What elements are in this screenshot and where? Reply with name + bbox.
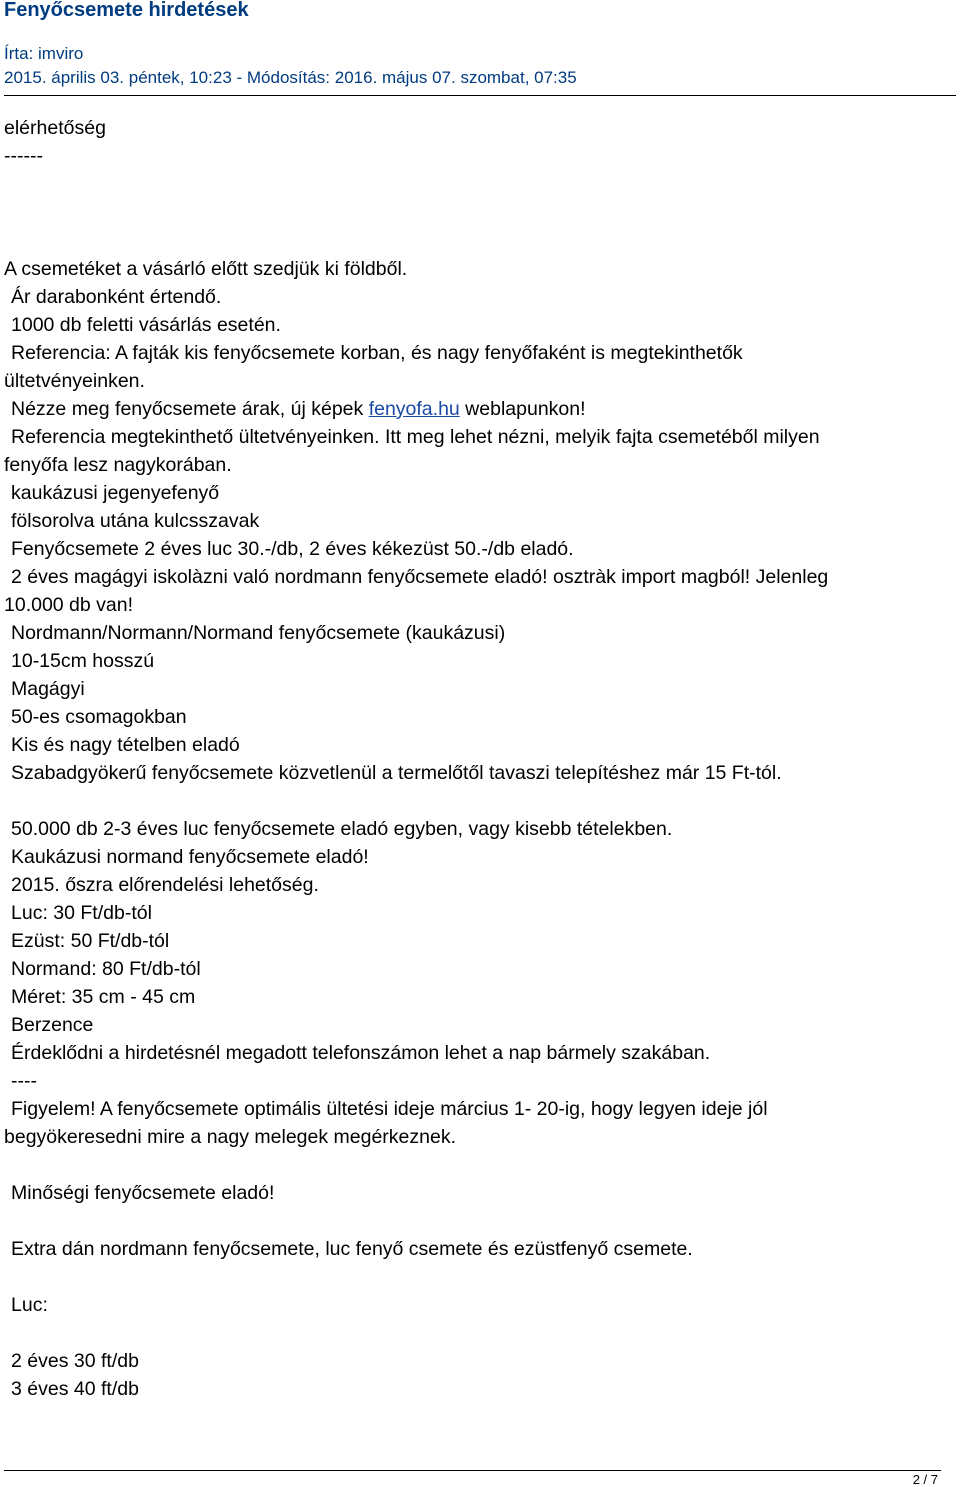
separator-dashes: ------ [4,145,43,167]
page-number: 2 / 7 [912,1472,938,1487]
article-author: Írta: imviro [4,44,84,63]
text-line: Kaukázusi normand fenyőcsemete eladó! [11,846,369,868]
text-line: Kis és nagy tételben eladó [11,734,240,756]
text-line: 10-15cm hosszú [11,650,155,672]
text-line: Érdeklődni a hirdetésnél megadott telefonszámon lehet a nap bármely szakában. [11,1042,711,1064]
text-line: 2 éves 30 ft/db [11,1350,139,1372]
text-line: 50-es csomagokban [11,706,187,728]
article-title: Fenyőcsemete hirdetések [4,0,249,21]
text-line: Extra dán nordmann fenyőcsemete, luc fenyő csemete és ezüstfenyő csemete. [11,1238,693,1260]
text-line: fenyőfa lesz nagykorában. [4,454,232,476]
text-line: Szabadgyökerű fenyőcsemete közvetlenül a termelőtől tavaszi telepítéshez már 15 Ft-tól. [11,762,782,784]
text-line: Minőségi fenyőcsemete eladó! [11,1182,275,1204]
fenyofa-link[interactable]: fenyofa.hu [368,398,460,420]
text-line: Ezüst: 50 Ft/db-tól [11,930,170,952]
text-line: Fenyőcsemete 2 éves luc 30.-/db, 2 éves kékezüst 50.-/db eladó. [11,538,574,560]
text-line: 10.000 db van! [4,594,134,616]
text-line: A csemetéket a vásárló előtt szedjük ki földből. [4,258,408,280]
separator-dashes: ---- [11,1070,37,1092]
text-line: Magágyi [11,678,85,700]
article-dates: 2015. április 03. péntek, 10:23 - Módosítás: 2016. május 07. szombat, 07:35 [4,68,577,87]
text-span: Nézze meg fenyőcsemete árak, új képek [11,398,369,420]
text-line: fölsorolva utána kulcsszavak [11,510,260,532]
text-line: 2015. őszra előrendelési lehetőség. [11,874,319,896]
text-line-with-link [11,397,586,421]
text-line: Referencia megtekinthető ültetvényeinken. Itt meg lehet nézni, melyik fajta csemetéből milyen [11,426,820,448]
text-line: 1000 db feletti vásárlás esetén. [11,314,281,336]
text-line: kaukázusi jegenyefenyő [11,482,220,504]
text-line: Referencia: A fajták kis fenyőcsemete korban, és nagy fenyőfaként is megtekinthetők [11,342,743,364]
footer-divider [4,1470,941,1471]
text-line: 3 éves 40 ft/db [11,1378,139,1400]
contact-label: elérhetőség [4,117,106,139]
text-line: Nordmann/Normann/Normand fenyőcsemete (kaukázusi) [11,622,506,644]
text-line: 2 éves magágyi iskolàzni való nordmann fenyőcsemete eladó! osztràk import magból! Jelenleg [11,566,829,588]
text-line: Luc: [11,1294,48,1316]
text-line: Ár darabonként értendő. [11,286,222,308]
text-line: Berzence [11,1014,94,1036]
text-line: 50.000 db 2-3 éves luc fenyőcsemete eladó egyben, vagy kisebb tételekben. [11,818,673,840]
text-line: ültetvényeinken. [4,370,145,392]
header-divider [4,95,956,96]
text-line: Méret: 35 cm - 45 cm [11,986,196,1008]
text-line: Figyelem! A fenyőcsemete optimális ültetési ideje március 1- 20-ig, hogy legyen ideje jól [11,1098,768,1120]
text-line: Luc: 30 Ft/db-tól [11,902,152,924]
text-span: weblapunkon! [459,398,586,420]
text-line: Normand: 80 Ft/db-tól [11,958,201,980]
text-line: begyökeresedni mire a nagy melegek megérkeznek. [4,1126,456,1148]
